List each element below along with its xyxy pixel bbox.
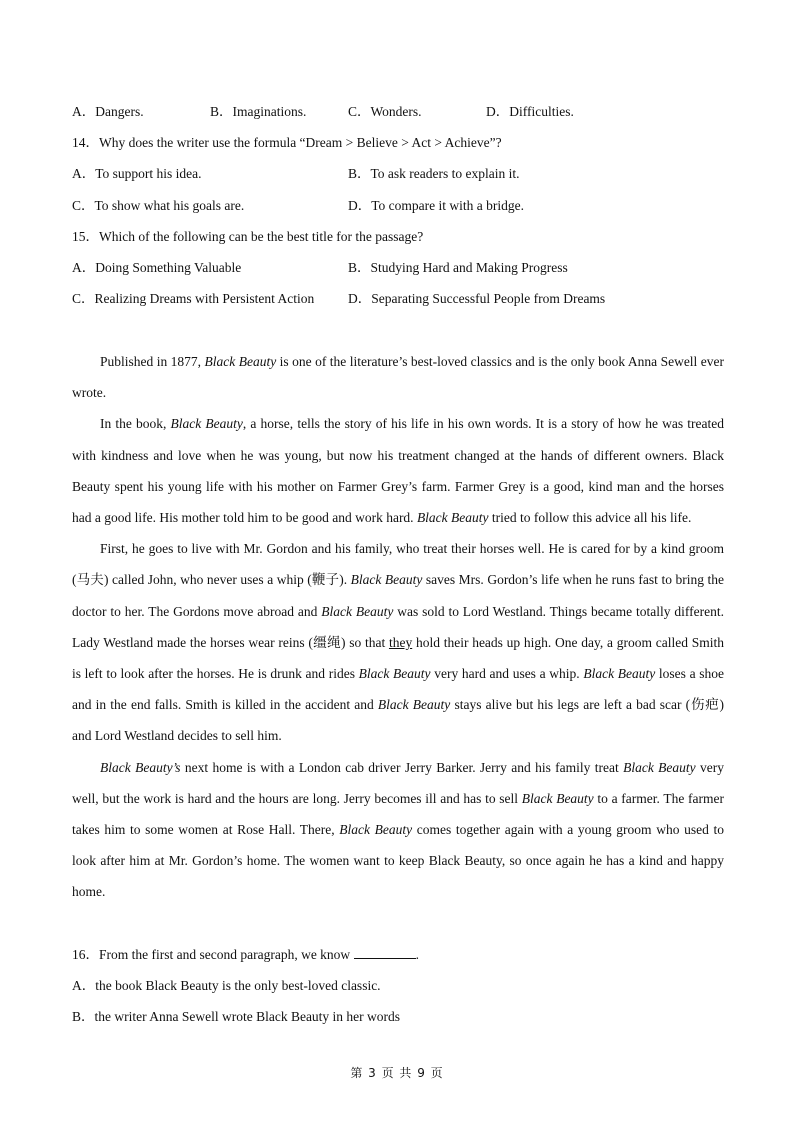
q14-option-a: A．To support his idea.: [72, 166, 202, 181]
q14-option-d: D．To compare it with a bridge.: [348, 198, 525, 213]
q13-option-d: D．Difficulties.: [486, 104, 574, 119]
passage-paragraph-1: Published in 1877, Black Beauty is one of the literature’s best-loved classics and is the only book Anna Sewell ever wrote.: [72, 354, 725, 401]
q13-option-b: B．Imaginations.: [210, 104, 307, 119]
passage-paragraph-4: Black Beauty’s next home is with a London cab driver Jerry Barker. Jerry and his family treat Black Beauty very well, but the work is hard and the hours are long. Jerry becomes ill and has to sell Black Beauty to a farmer. The farmer takes him to some women at Rose Hall. There, Black Beauty comes together again with a young groom who used to look after him at Mr. Gordon’s home. The women want to keep Black Beauty, so once again he has a kind and happy home.: [72, 759, 725, 900]
q16-stem: 16．From the first and second paragraph, we know .: [72, 947, 419, 962]
q15-option-b: B．Studying Hard and Making Progress: [348, 260, 568, 275]
q15-option-a: A．Doing Something Valuable: [72, 260, 242, 275]
passage-paragraph-2: In the book, Black Beauty, a horse, tells the story of his life in his own words. It is a story of how he was treated with kindness and love when he was young, but now his treatment changed at the hands of different owners. Black Beauty spent his young life with his mother on Farmer Grey’s farm. Farmer Grey is a good, kind man and the horses had a good life. His mother told him to be good and work hard. Black Beauty tried to follow this advice all his life.: [72, 416, 724, 526]
passage-paragraph-3: First, he goes to live with Mr. Gordon and his family, who treat their horses well. He is cared for by a kind groom (马夫) called John, who never uses a whip (鞭子). Black Beauty saves Mrs. Gordon’s life when he runs fast to bring the doctor to her. The Gordons move abroad and Black Beauty was sold to Lord Westland. Things became totally different. Lady Westland made the horses wear reins (缰绳) so that they hold their heads up high. One day, a groom called Smith is left to look after the horses. He is drunk and rides Black Beauty very hard and uses a whip. Black Beauty loses a shoe and in the end falls. Smith is killed in the accident and Black Beauty stays alive but his legs are left a bad scar (伤疤) and Lord Westland decides to sell him.: [72, 541, 725, 744]
q15-option-d: D．Separating Successful People from Dreams: [348, 291, 606, 306]
q13-option-c: C．Wonders.: [348, 104, 422, 119]
page-number-footer: 第 3 页 共 9 页: [350, 1066, 444, 1080]
q15-option-c: C．Realizing Dreams with Persistent Action: [72, 291, 315, 306]
q16-option-b: B．the writer Anna Sewell wrote Black Beauty in her words: [72, 1009, 401, 1024]
q14-stem: 14．Why does the writer use the formula “Dream > Believe > Act > Achieve”?: [72, 135, 502, 150]
q14-option-b: B．To ask readers to explain it.: [348, 166, 520, 181]
underlined-word: they: [388, 634, 413, 650]
q14-option-c: C．To show what his goals are.: [72, 198, 245, 213]
q15-stem: 15．Which of the following can be the best title for the passage?: [72, 229, 424, 244]
reading-passage: [72, 346, 724, 908]
q16-option-a: A．the book Black Beauty is the only best-loved classic.: [72, 978, 381, 993]
q13-option-a: A．Dangers.: [72, 104, 144, 119]
answer-blank: [354, 945, 416, 959]
